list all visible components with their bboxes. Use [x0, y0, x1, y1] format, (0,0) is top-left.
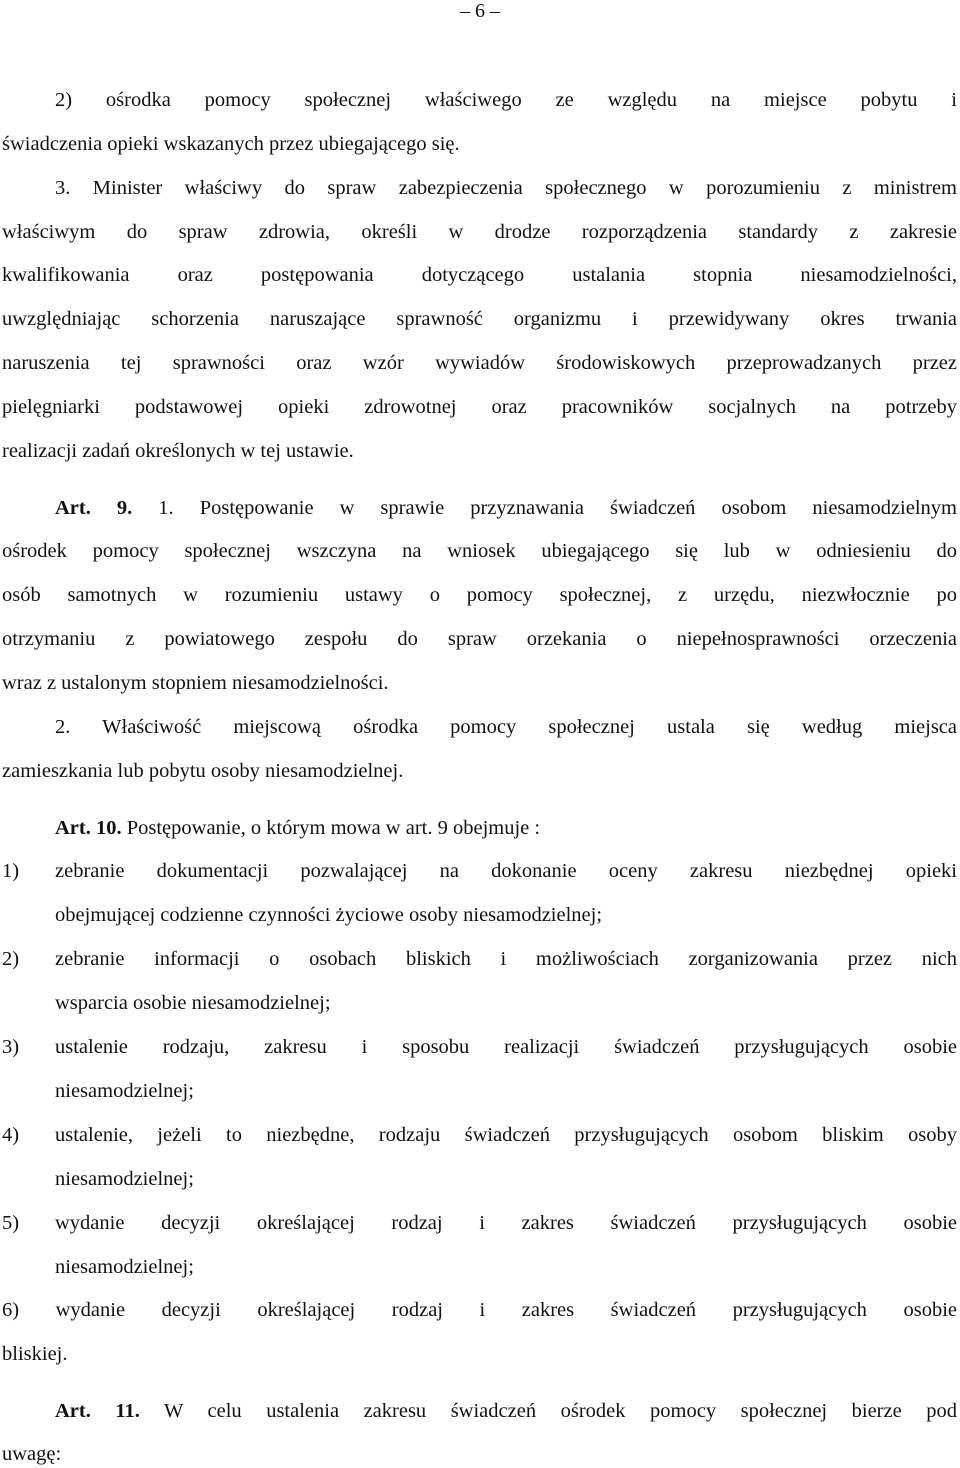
- page-number: – 6 –: [460, 0, 500, 22]
- art-10-item-4-line-1: ustalenie, jeżeli to niezbędne, rodzaju świadczeń przysługujących osobom bliskim osoby: [55, 1124, 957, 1146]
- art-10-item-1-line-2: obejmującej codzienne czynności życiowe osoby niesamodzielnej;: [55, 904, 603, 926]
- art-10-item-1-number: 1): [2, 860, 20, 882]
- para-3-line-6: pielęgniarki podstawowej opieki zdrowotnej oraz pracowników socjalnych na potrzeby: [2, 396, 957, 418]
- art-10-item-6-line-2: bliskiej.: [2, 1343, 68, 1365]
- art-9-para-2-line-1: 2. Właściwość miejscową ośrodka pomocy społecznej ustala się według miejsca: [55, 716, 957, 738]
- art-10-item-3-line-1: ustalenie rodzaju, zakresu i sposobu realizacji świadczeń przysługujących osobie: [55, 1036, 957, 1058]
- art-10-intro: [55, 814, 540, 842]
- para-2-line-2: świadczenia opieki wskazanych przez ubiegającego się.: [2, 133, 460, 155]
- art-10-item-5-number: 5): [2, 1212, 20, 1234]
- art-10-item-4-number: 4): [2, 1124, 20, 1146]
- para-3-line-2: właściwym do spraw zdrowia, określi w drodze rozporządzenia standardy z zakresie: [2, 221, 957, 243]
- para-3-line-7: realizacji zadań określonych w tej ustawie.: [2, 440, 354, 462]
- para-2-line-1: 2) ośrodka pomocy społecznej właściwego ze względu na miejsce pobytu i: [55, 89, 957, 111]
- art-10-item-1-line-1: zebranie dokumentacji pozwalającej na dokonanie oceny zakresu niezbędnej opieki: [55, 860, 957, 882]
- art-11-line-1: [55, 1397, 957, 1425]
- art-9-line-4: otrzymaniu z powiatowego zespołu do spraw orzekania o niepełnosprawności orzeczenia: [2, 628, 957, 650]
- art-9-text: 1. Postępowanie w sprawie przyznawania świadczeń osobom niesamodzielnym: [132, 497, 957, 519]
- art-11-text: W celu ustalenia zakresu świadczeń ośrodek pomocy społecznej bierze pod: [139, 1400, 957, 1422]
- para-3-line-5: naruszenia tej sprawności oraz wzór wywiadów środowiskowych przeprowadzanych przez: [2, 352, 957, 374]
- art-10-item-6-line-1: 6) wydanie decyzji określającej rodzaj i zakres świadczeń przysługujących osobie: [2, 1299, 957, 1321]
- art-10-item-3-line-2: niesamodzielnej;: [55, 1080, 194, 1102]
- art-9-line-3: osób samotnych w rozumieniu ustawy o pomocy społecznej, z urzędu, niezwłocznie po: [2, 584, 957, 606]
- art-10-item-3-number: 3): [2, 1036, 20, 1058]
- art-10-item-5-line-1: wydanie decyzji określającej rodzaj i zakres świadczeń przysługujących osobie: [55, 1212, 957, 1234]
- art-10-item-5-line-2: niesamodzielnej;: [55, 1256, 194, 1278]
- para-3-line-3: kwalifikowania oraz postępowania dotyczącego ustalania stopnia niesamodzielności,: [2, 264, 957, 286]
- art-11-heading: Art. 11.: [55, 1400, 140, 1422]
- art-9-line-5: wraz z ustalonym stopniem niesamodzielności.: [2, 672, 389, 694]
- art-9-line-1: [55, 494, 957, 522]
- art-10-item-2-line-2: wsparcia osobie niesamodzielnej;: [55, 992, 331, 1014]
- art-10-intro-text: Postępowanie, o którym mowa w art. 9 obejmuje :: [121, 817, 541, 839]
- para-3-line-4: uwzględniając schorzenia naruszające sprawność organizmu i przewidywany okres trwania: [2, 308, 957, 330]
- art-11-line-2: uwagę:: [2, 1443, 62, 1465]
- art-9-line-2: ośrodek pomocy społecznej wszczyna na wniosek ubiegającego się lub w odniesieniu do: [2, 540, 957, 562]
- para-3-line-1: 3. Minister właściwy do spraw zabezpieczenia społecznego w porozumieniu z ministrem: [55, 177, 957, 199]
- art-10-item-2-number: 2): [2, 948, 20, 970]
- art-10-item-4-line-2: niesamodzielnej;: [55, 1168, 194, 1190]
- art-10-heading: Art. 10.: [55, 817, 122, 839]
- art-10-item-2-line-1: zebranie informacji o osobach bliskich i możliwościach zorganizowania przez nich: [55, 948, 957, 970]
- art-9-para-2-line-2: zamieszkania lub pobytu osoby niesamodzielnej.: [2, 760, 404, 782]
- art-9-heading: Art. 9.: [55, 497, 133, 519]
